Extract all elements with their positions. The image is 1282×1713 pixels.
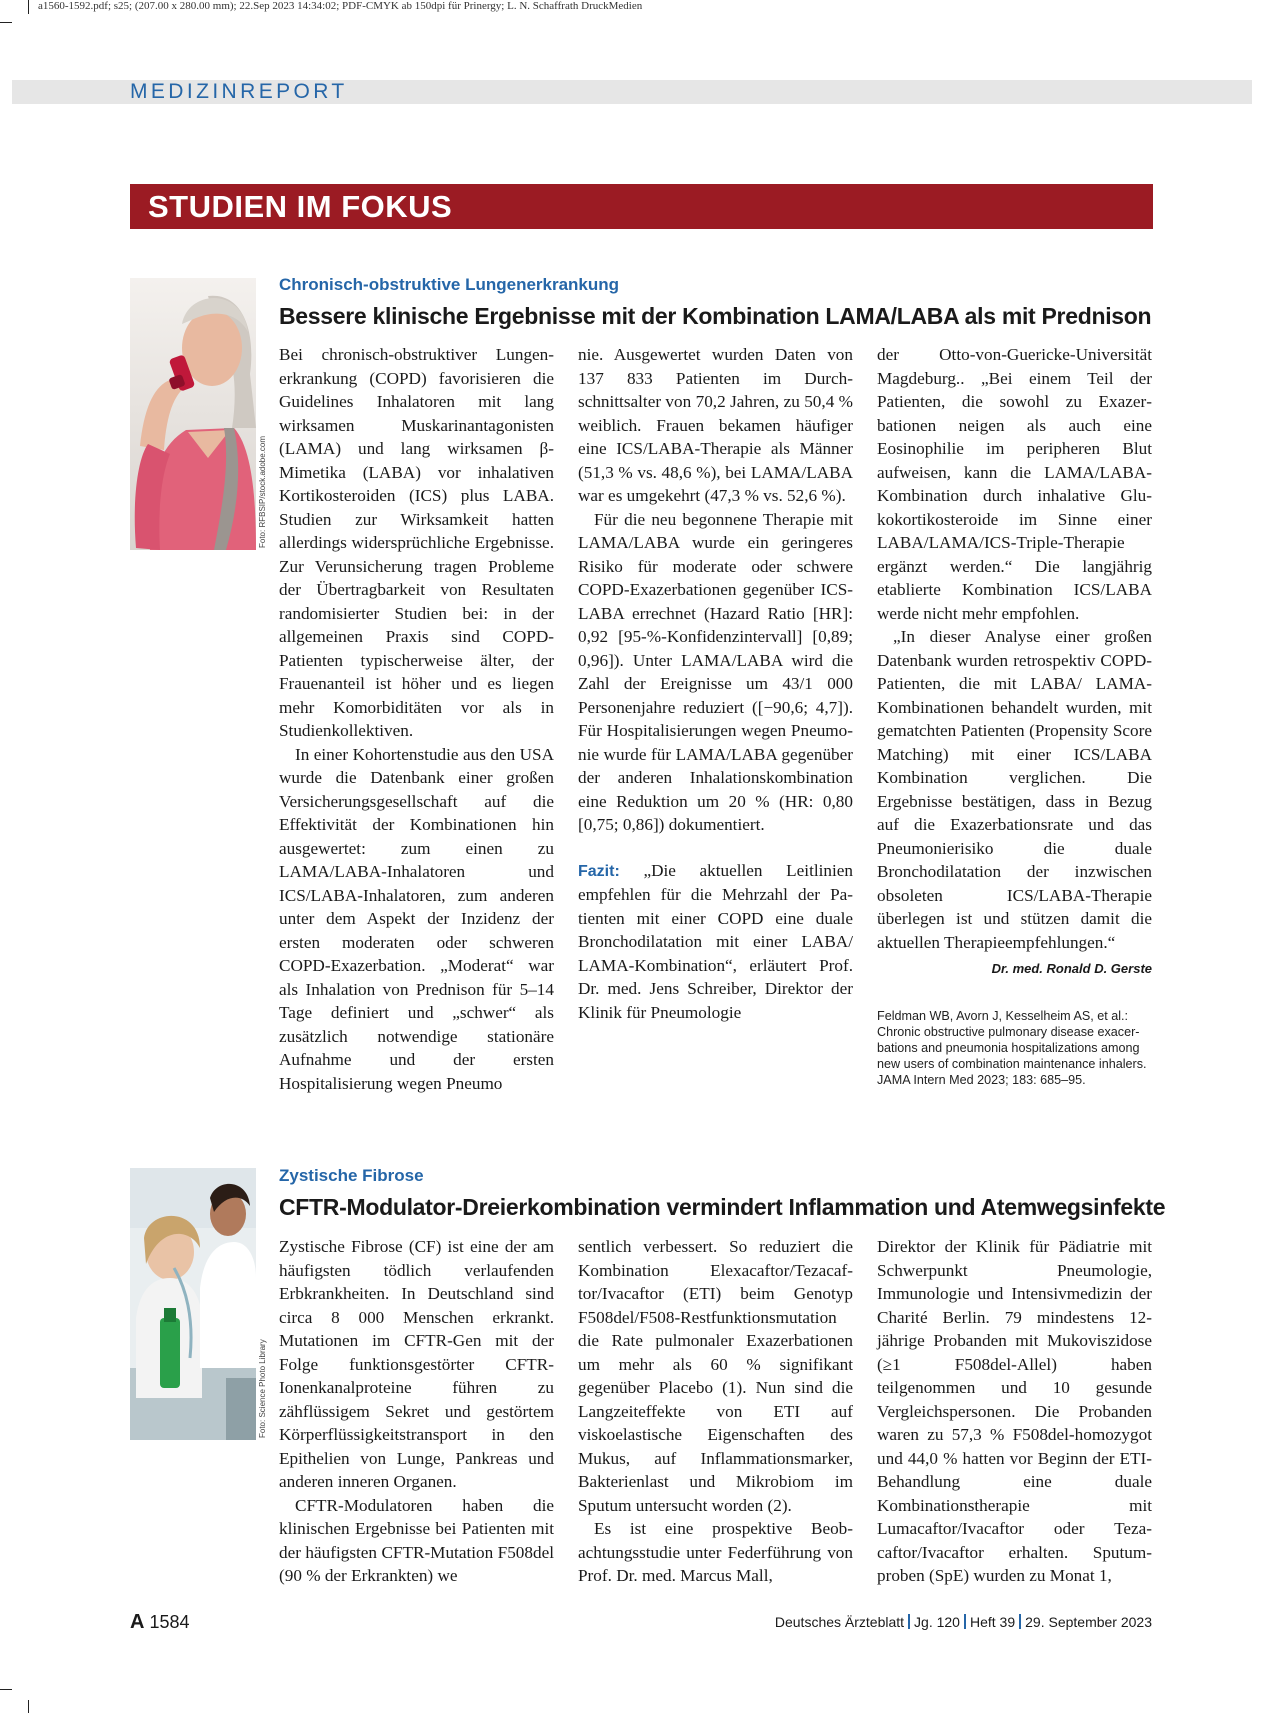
article-photo-inhaler — [130, 278, 256, 550]
separator — [964, 1614, 966, 1629]
paragraph: Zystische Fibrose (CF) ist eine der am häufigsten tödlich verlaufenden Erbkrankheiten. In Deutschland sind circa 8 000 Menschen erkrankt. Mutationen im CFTR-Gen mit der Folge funktionsgestörter CFTR-Ionenkanalproteine führen zu zähflüssigem Sekret und gestörtem Körperflüssigkeitstransport in den Epithelien von Lunge, Pankreas und anderen inneren Organen. — [279, 1237, 554, 1491]
fazit-text: „Die aktuellen Leitlinien empfehlen für die Mehrzahl der Patienten mit einer COPD eine duale Bronchodilatation mit einer LABA/ LAMA-Kombination“, erläutert Prof. Dr. med. Jens Schreiber, Direktor der Klinik für Pneumologie — [578, 860, 853, 1022]
fazit-paragraph — [578, 859, 853, 1025]
banner-title: STUDIEN IM FOKUS — [148, 189, 453, 224]
photo-credit: Foto: RFBSIP/stock.adobe.com — [258, 435, 267, 548]
article-column-3 — [877, 343, 1152, 981]
print-info-line: a1560-1592.pdf; s25; (207.00 x 280.00 mm); 22.Sep 2023 14:34:02; PDF-CMYK ab 150dpi für Prinergy; L. N. Schaffrath DruckMedien — [38, 0, 643, 12]
paragraph: CFTR-Modulatoren haben die klinischen Ergebnisse bei Patienten mit der häufigsten CFTR-Mutation F508del (90 % der Erkrankten) we — [279, 1495, 554, 1585]
article-kicker: Chronisch-obstruktive Lungenerkrankung — [279, 275, 620, 294]
journal-volume: Jg. 120 — [914, 1614, 960, 1630]
journal-date: 29. September 2023 — [1025, 1614, 1152, 1630]
paragraph: In einer Kohortenstudie aus den USA wurde die Datenbank einer großen Versicherungsgesellschaft auf die Effektivität der Kombinationen hin ausgewertet: zum einen zu LAMA/LABA-Inhalatoren und ICS/LABA-Inhalatoren, zum anderen unter dem Aspekt der Inzidenz der ersten moderaten oder schweren COPD-Exazerbation. „Moderat“ war als Inhalation von Prednison für 5–14 Tage definiert und „schwer“ als zusätzlich notwendige stationäre Aufnahme und der ersten Hospitalisierung wegen Pneumo — [279, 744, 554, 1093]
paragraph: nie. Ausgewertet wurden Daten von 137 833 Patienten im Durchschnittsalter von 70,2 Jahren, zu 50,4 % weiblich. Frauen bekamen häufiger eine ICS/LABA-Therapie als Männer (51,3 % vs. 48,6 %), bei LAMA/LABA war es umgekehrt (47,3 % vs. 52,6 %). — [578, 345, 853, 505]
paragraph — [877, 625, 1152, 976]
crop-mark — [28, 1700, 29, 1713]
article-column-1 — [279, 1235, 554, 1588]
article-column-2 — [578, 1235, 853, 1588]
fazit-label: Fazit: — [578, 862, 620, 880]
journal-name: Deutsches Ärzteblatt — [774, 1614, 905, 1630]
article-headline: Bessere klinische Ergebnisse mit der Kombination LAMA/LABA als mit Prednison — [279, 303, 1152, 329]
paragraph: der Otto-von-Guericke-Universität Magdeburg.. „Bei einem Teil der Patienten, die sowohl zu Exazerbationen neigen als auch eine Eosinophilie im peripheren Blut aufweisen, kann die LAMA/LABA-Kombination durch inhalative Glukokortikosteroide im Sinne einer LABA/LAMA/ICS-Triple-Therapie ergänzt werden.“ Die langjährig etablierte Kombination ICS/LABA werde nicht mehr empfohlen. — [877, 345, 1152, 623]
article-headline: CFTR-Modulator-Dreierkombination vermindert Inflammation und Atemwegsinfekte — [279, 1194, 1166, 1220]
section-label: MEDIZINREPORT — [130, 80, 348, 103]
crop-mark — [0, 22, 12, 23]
crop-mark — [28, 0, 29, 14]
separator — [1019, 1614, 1021, 1629]
article-column-3 — [877, 1235, 1152, 1588]
woman-inhaler-illustration — [130, 278, 256, 550]
paragraph: Direktor der Klinik für Pädiatrie mit Schwerpunkt Pneumologie, Immunologie und Intensivmedizin der Charité Berlin. 79 mindestens 12-jährige Probanden mit Mukoviszidose (≥1 F508del-Allel) haben teilgenommen und 10 gesunde Vergleichspersonen. Die Probanden waren zu 57,3 % F508del-homozygot und 44,0 % hatten vor Beginn der ETI-Behandlung eine duale Kombinationstherapie mit Lumacaftor/Ivacaftor oder Tezacaftor/Ivacaftor erhalten. Sputumproben (SpE) wurden zu Monat 1, — [877, 1237, 1152, 1585]
article-photo-cf — [130, 1168, 256, 1440]
article-column-2 — [578, 343, 853, 1024]
clinic-scene-illustration — [130, 1168, 256, 1440]
page-number — [130, 1611, 190, 1634]
paragraph: Bei chronisch-obstruktiver Lungenerkrankung (COPD) favorisieren die Guidelines Inhalatoren mit lang wirksamen Muskarinantagonisten (LAMA) und lang wirksamen β-Mimetika (LABA) vor inhalativen Kortikosteroiden (ICS) plus LABA. Studien zur Wirksamkeit hatten allerdings widersprüchliche Ergebnisse. Zur Verunsicherung tragen Probleme der Übertragbarkeit von Resultaten randomisierter Studien bei: in der allgemeinen Praxis sind COPD-Patienten typischerweise älter, der Frauenanteil ist höher und es liegen mehr Komorbiditäten vor als in Studienkollektiven. — [279, 345, 554, 740]
page-number-value: 1584 — [149, 1612, 190, 1632]
journal-info — [775, 1614, 1152, 1630]
crop-mark — [0, 1689, 12, 1690]
article-column-1 — [279, 343, 554, 1095]
journal-issue: Heft 39 — [969, 1614, 1016, 1630]
quote-text: „In dieser Analyse einer großen Datenbank wurden retrospektiv COPD-Patienten, die mit LABA/ LAMA-Kombinationen behandelt wurden, mit gematchten Patienten (Propensity Score Matching) mit einer ICS/LABA Kombination verglichen. Die Ergebnisse bestätigen, dass in Bezug auf die Exazerbationsrate und das Pneumonierisiko die duale Bronchodilatation der inzwischen obsoleten ICS/LABA-Therapie überlegen ist und stützen damit die aktuellen Therapieempfehlungen.“ — [877, 627, 1152, 952]
paragraph: Für die neu begonnene Therapie mit LAMA/LABA wurde ein geringeres Risiko für moderate oder schwere COPD-Exazerbationen gegenüber ICS-LABA errechnet (Hazard Ratio [HR]: 0,92 [95-%-Konfidenzintervall] [0,89; 0,96]). Unter LAMA/LABA wird die Zahl der Ereignisse um 43/1 000 Personenjahre reduziert ([−90,6; 4,7]). Für Hospitalisierungen wegen Pneumonie wurde für LAMA/LABA gegenüber der anderen Inhalationskombination eine Reduktion um 20 % (HR: 0,80 [0,75; 0,86]) dokumentiert. — [578, 509, 853, 834]
page-prefix: A — [130, 1611, 145, 1633]
reference-note: Feldman WB, Avorn J, Kesselheim AS, et al.: Chronic obstructive pulmonary disease exacerbations and pneumonia hospitalizations among new users of combination maintenance inhalers. JAMA Intern Med 2023; 183: 685–95. — [877, 1009, 1147, 1087]
photo-credit: Foto: Science Photo Library — [258, 1339, 267, 1438]
article-kicker: Zystische Fibrose — [279, 1166, 424, 1185]
paragraph: sentlich verbessert. So reduziert die Kombination Elexacaftor/Tezacaftor/Ivacaftor (ETI) beim Genotyp F508del/F508-Restfunktionsmutation die Rate pulmonaler Exazerbationen um mehr als 60 % signifikant gegenüber Placebo (1). Nun sind die Langzeiteffekte von ETI auf viskoelastische Eigenschaften des Mukus, auf Inflammationsmarker, Bakterienlast und Mikrobiom im Sputum untersucht worden (2). — [578, 1237, 853, 1515]
paragraph: Es ist eine prospektive Beobachtungsstudie unter Federführung von Prof. Dr. med. Marcus Mall, — [578, 1519, 853, 1585]
separator — [908, 1614, 910, 1629]
author-signature: Dr. med. Ronald D. Gerste — [991, 961, 1152, 976]
